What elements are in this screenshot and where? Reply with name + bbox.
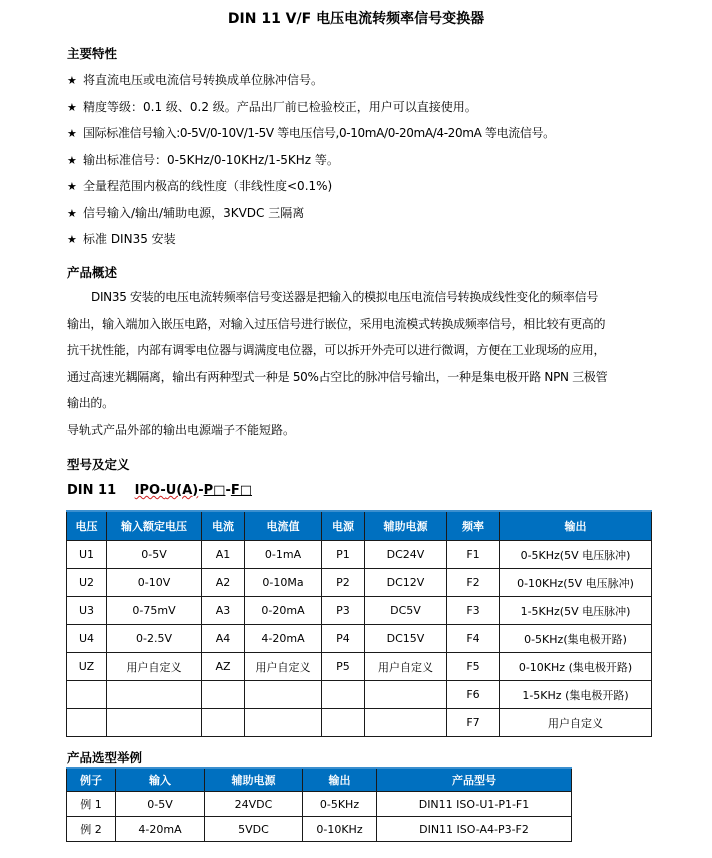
column-header: 电流值 [245, 511, 322, 541]
table-cell: DC15V [365, 625, 447, 653]
feature-item: ★ 精度等级：0.1 级、0.2 级。产品出厂前已检验校正，用户可以直接使用。 [67, 100, 477, 114]
star-icon: ★ [67, 127, 77, 140]
column-header: 电压 [67, 511, 107, 541]
column-header: 产品型号 [377, 768, 572, 792]
table-cell: P1 [322, 541, 365, 569]
table-cell [67, 709, 107, 737]
definition-table-header-row [67, 511, 652, 541]
table-row [67, 569, 652, 597]
table-row [67, 792, 572, 817]
table-cell: 0-5KHz(集电极开路) [500, 625, 652, 653]
table-cell: F5 [447, 653, 500, 681]
table-cell [67, 681, 107, 709]
table-cell: 0-5V [107, 541, 202, 569]
table-cell: 用户自定义 [365, 653, 447, 681]
definition-table [66, 510, 652, 737]
table-cell: A1 [202, 541, 245, 569]
table-cell: A4 [202, 625, 245, 653]
column-header: 频率 [447, 511, 500, 541]
table-cell [365, 681, 447, 709]
column-header: 电源 [322, 511, 365, 541]
table-cell: U2 [67, 569, 107, 597]
overview-paragraph [67, 284, 652, 417]
examples-table-header-row [67, 768, 572, 792]
table-cell: A3 [202, 597, 245, 625]
table-cell: 0-10KHz(5V 电压脉冲) [500, 569, 652, 597]
table-cell: DIN11 ISO-U1-P1-F1 [377, 792, 572, 817]
table-cell: DC24V [365, 541, 447, 569]
table-cell [245, 709, 322, 737]
table-cell: F2 [447, 569, 500, 597]
table-cell: P5 [322, 653, 365, 681]
table-cell: 1-5KHz (集电极开路) [500, 681, 652, 709]
table-cell: 用户自定义 [245, 653, 322, 681]
overview-heading: 产品概述 [67, 265, 118, 280]
column-header: 输出 [500, 511, 652, 541]
feature-item: ★ 国际标准信号输入:0-5V/0-10V/1-5V 等电压信号,0-10mA/0-20mA/4-20mA 等电流信号。 [67, 126, 555, 140]
table-cell: 0-10KHz [303, 817, 377, 842]
overview-line: DIN35 安装的电压电流转频率信号变送器是把输入的模拟电压电流信号转换成线性变化的频率信号 [91, 290, 599, 304]
model-code-line [67, 483, 252, 498]
table-cell: F7 [447, 709, 500, 737]
table-row [67, 653, 652, 681]
model-prefix: DIN 11 [67, 483, 117, 498]
star-icon: ★ [67, 101, 77, 114]
table-cell: 0-5V [116, 792, 205, 817]
overview-line: 抗干扰性能，内部有调零电位器与调满度电位器，可以拆开外壳可以进行微调，方便在工业现场的应用， [67, 343, 606, 357]
table-row [67, 625, 652, 653]
table-cell: 4-20mA [245, 625, 322, 653]
features-heading: 主要特性 [67, 46, 118, 61]
table-cell: UZ [67, 653, 107, 681]
examples-table [66, 767, 572, 842]
table-cell: 0-10V [107, 569, 202, 597]
examples-table-body [67, 792, 572, 842]
overview-line: 通过高速光耦隔离，输出有两种型式一种是 50%占空比的脉冲信号输出，一种是集电极开路 NPN 三极管 [67, 369, 608, 384]
column-header: 辅助电源 [365, 511, 447, 541]
table-row [67, 709, 652, 737]
table-cell: DC5V [365, 597, 447, 625]
table-cell: 4-20mA [116, 817, 205, 842]
column-header: 输入 [116, 768, 205, 792]
column-header: 输出 [303, 768, 377, 792]
table-cell [245, 681, 322, 709]
table-cell: U1 [67, 541, 107, 569]
table-cell: U4 [67, 625, 107, 653]
table-row [67, 541, 652, 569]
column-header: 输入额定电压 [107, 511, 202, 541]
definition-table-body [67, 541, 652, 737]
table-cell [322, 709, 365, 737]
star-icon: ★ [67, 74, 77, 87]
table-cell: 0-5KHz [303, 792, 377, 817]
feature-item: ★ 输出标准信号：0-5KHz/0-10KHz/1-5KHz 等。 [67, 153, 339, 167]
table-cell [107, 709, 202, 737]
table-cell: 0-10KHz (集电极开路) [500, 653, 652, 681]
star-icon: ★ [67, 154, 77, 167]
table-cell: 24VDC [205, 792, 303, 817]
feature-item: ★ 将直流电压或电流信号转换成单位脉冲信号。 [67, 73, 324, 87]
overview-line: 输出的。 [67, 396, 114, 410]
table-cell: 用户自定义 [500, 709, 652, 737]
overview-note: 导轨式产品外部的输出电源端子不能短路。 [67, 423, 296, 437]
model-heading: 型号及定义 [67, 457, 130, 472]
table-cell: 1-5KHz(5V 电压脉冲) [500, 597, 652, 625]
table-cell [107, 681, 202, 709]
star-icon: ★ [67, 207, 77, 220]
overview-line: 输出，输入端加入嵌压电路，对输入过压信号进行嵌位，采用电流模式转换成频率信号，相比较有更高的 [67, 316, 606, 331]
column-header: 例子 [67, 768, 116, 792]
table-row [67, 681, 652, 709]
table-cell: 0-5KHz(5V 电压脉冲) [500, 541, 652, 569]
model-code: IPO-U(A)-P□-F□ [134, 483, 253, 498]
table-cell [202, 681, 245, 709]
feature-item: ★ 全量程范围内极高的线性度（非线性度<0.1%) [67, 179, 333, 193]
table-cell: P2 [322, 569, 365, 597]
star-icon: ★ [67, 180, 77, 193]
table-cell [365, 709, 447, 737]
table-cell: DC12V [365, 569, 447, 597]
star-icon: ★ [67, 233, 77, 246]
table-cell: 0-2.5V [107, 625, 202, 653]
table-cell: 例 1 [67, 792, 116, 817]
table-cell: P4 [322, 625, 365, 653]
table-cell: P3 [322, 597, 365, 625]
table-cell: F6 [447, 681, 500, 709]
table-cell: 例 2 [67, 817, 116, 842]
feature-item: ★ 标准 DIN35 安装 [67, 232, 176, 246]
table-cell: 0-75mV [107, 597, 202, 625]
table-cell: U3 [67, 597, 107, 625]
examples-heading: 产品选型举例 [67, 750, 143, 765]
feature-item: ★ 信号输入/输出/辅助电源，3KVDC 三隔离 [67, 206, 305, 220]
table-cell: F3 [447, 597, 500, 625]
table-cell: F4 [447, 625, 500, 653]
table-cell: 0-1mA [245, 541, 322, 569]
table-cell: 用户自定义 [107, 653, 202, 681]
table-cell: 0-20mA [245, 597, 322, 625]
table-cell [322, 681, 365, 709]
table-row [67, 597, 652, 625]
table-row [67, 817, 572, 842]
table-cell [202, 709, 245, 737]
table-cell: DIN11 ISO-A4-P3-F2 [377, 817, 572, 842]
table-cell: 5VDC [205, 817, 303, 842]
table-cell: AZ [202, 653, 245, 681]
table-cell: A2 [202, 569, 245, 597]
table-cell: F1 [447, 541, 500, 569]
document-title: DIN 11 V/F 电压电流转频率信号变换器 [227, 11, 485, 27]
column-header: 电流 [202, 511, 245, 541]
column-header: 辅助电源 [205, 768, 303, 792]
table-cell: 0-10Ma [245, 569, 322, 597]
